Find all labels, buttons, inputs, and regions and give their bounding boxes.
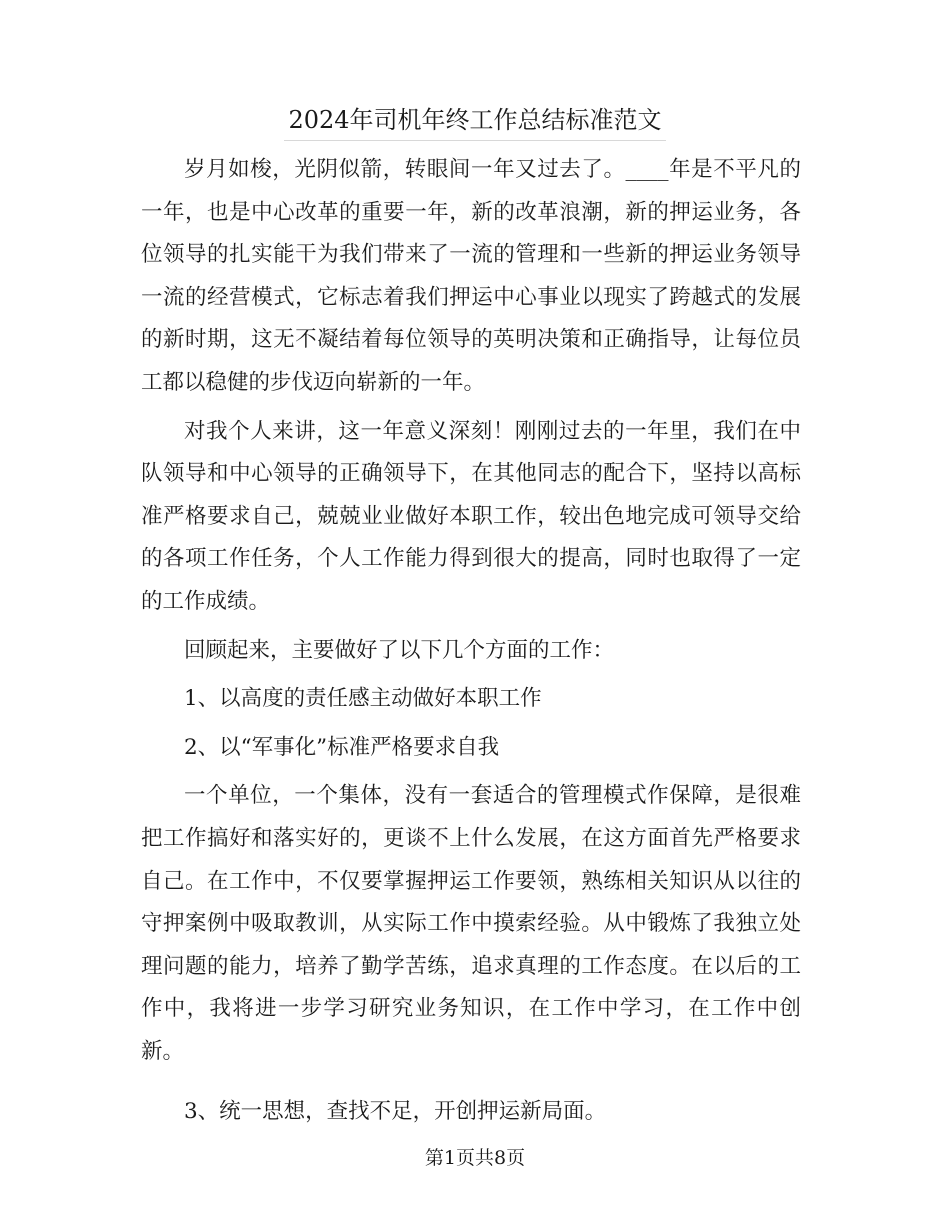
paragraph-intro: 岁月如梭，光阴似箭，转眼间一年又过去了。____年是不平凡的一年，也是中心改革的重要一年，新的改革浪潮，新的押运业务，各位领导的扎实能干为我们带来了一流的管理和一些新的押运业务领导一流的经营模式，它标志着我们押运中心事业以现实了跨越式的发展的新时期，这无不凝结着每位领导的英明决策和正确指导，让每位员工都以稳健的步伐迈向崭新的一年。 [141, 157, 801, 395]
list-item-2: 2、以“军事化”标准严格要求自我 [184, 734, 500, 760]
paragraph-personal: 对我个人来讲，这一年意义深刻！刚刚过去的一年里，我们在中队领导和中心领导的正确领导下，在其他同志的配合下，坚持以高标准严格要求自己，兢兢业业做好本职工作，较出色地完成可领导交给的各项工作任务，个人工作能力得到很大的提高，同时也取得了一定的工作成绩。 [141, 418, 801, 614]
page-number: 第1页共8页 [424, 1147, 526, 1169]
document-title: 2024年司机年终工作总结标准范文 [284, 100, 665, 141]
paragraph-review: 回顾起来，主要做好了以下几个方面的工作： [184, 637, 615, 663]
list-item-1: 1、以高度的责任感主动做好本职工作 [184, 686, 542, 712]
list-item-3: 3、统一思想，查找不足，开创押运新局面。 [184, 1099, 607, 1125]
title-container [0, 100, 950, 141]
paragraph-management: 一个单位，一个集体，没有一套适合的管理模式作保障，是很难把工作搞好和落实好的，更谈不上什么发展，在这方面首先严格要求自己。在工作中，不仅要掌握押运工作要领，熟练相关知识从以往的守押案例中吸取教训，从实际工作中摸索经验。从中锻炼了我独立处理问题的能力，培养了勤学苦练，追求真理的工作态度。在以后的工作中，我将进一步学习研究业务知识，在工作中学习，在工作中创新。 [141, 783, 801, 1064]
document-body [141, 149, 801, 1134]
